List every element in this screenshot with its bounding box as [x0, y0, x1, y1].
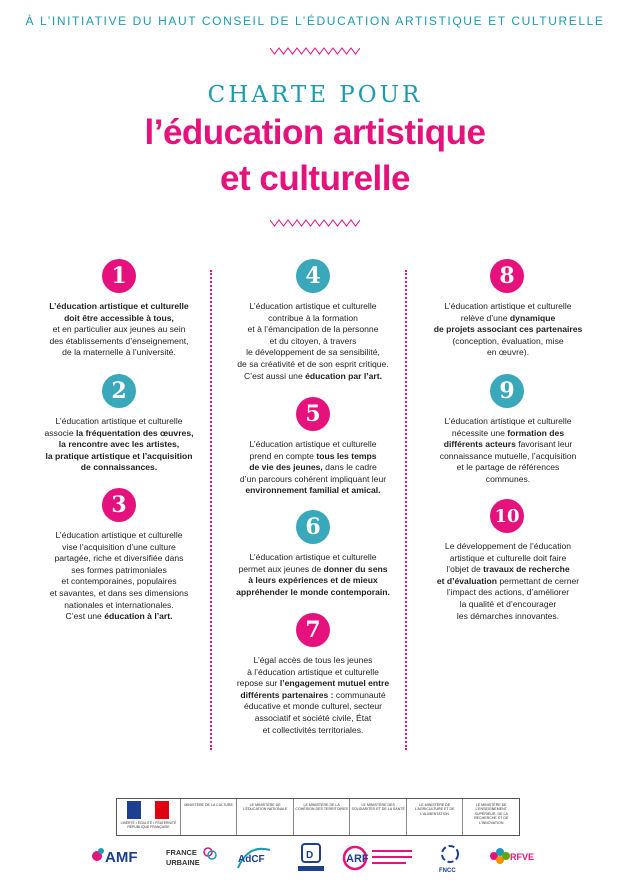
principle-badge-4: 4 — [296, 259, 330, 293]
principle-line: d’un parcours cohérent impliquant leur — [239, 473, 387, 484]
principle-text-6 — [213, 552, 413, 598]
principle-line: vise l’acquisition d’une culture — [62, 541, 176, 552]
principle-line: artistique et culturelle doit faire — [449, 552, 567, 563]
principle-line: et en particulier aux jeunes au sein — [52, 324, 186, 335]
principle-line: et collectivités territoriales. — [262, 724, 364, 735]
principle-line: repose sur l’engagement mutuel entre — [236, 678, 390, 689]
amf-icon — [90, 842, 144, 872]
ministry-enseignement-superieur — [462, 799, 519, 835]
principle-text-8 — [408, 301, 608, 359]
ministry-label: LE MINISTÈRE DE L’AGRICULTURE ET DE L’ALIMENTATION — [414, 803, 455, 816]
principle-line: à l’éducation artistique et culturelle — [247, 666, 379, 677]
principle-line: L’égal accès de tous les jeunes — [253, 655, 373, 665]
arf-icon — [342, 842, 416, 876]
svg-text:ARF: ARF — [346, 853, 369, 865]
republique-francaise-logo — [117, 799, 180, 835]
principle-badge-8: 8 — [490, 259, 524, 293]
svg-text:FNCC: FNCC — [439, 868, 456, 874]
principle-line: C’est aussi une éducation par l’art. — [243, 370, 383, 381]
principle-line: le développement de sa sensibilité, — [246, 347, 380, 358]
title-line-2: et culturelle — [220, 159, 410, 198]
principle-text-1 — [19, 301, 219, 359]
fncc-logo — [436, 842, 464, 882]
principle-line: l’impact des actions, d’améliorer — [446, 587, 570, 598]
title-line-1: l’éducation artistique — [144, 113, 486, 152]
svg-text:D: D — [306, 850, 314, 861]
principle-line: connaissance mutuelle, l’acquisition — [439, 450, 577, 461]
adcf-icon — [234, 842, 274, 874]
principle-line: la pratique artistique et l’acquisition — [45, 450, 193, 461]
principle-line: L’éducation artistique et culturelle — [55, 416, 183, 426]
france-urbaine-icon — [164, 842, 218, 876]
principle-line: de connaissances. — [80, 462, 158, 473]
france-urbaine-logo — [164, 842, 218, 882]
svg-text:FRANCE: FRANCE — [166, 848, 197, 857]
zigzag-divider-top — [270, 47, 360, 55]
marianne-flag-icon — [127, 801, 169, 819]
principle-badge-6: 6 — [296, 510, 330, 544]
principle-line: de vie des jeunes, dans le cadre — [249, 462, 377, 473]
principle-badge-5: 5 — [296, 397, 330, 431]
principle-line: et contemporaines, populaires — [61, 576, 177, 587]
fncc-icon — [436, 842, 464, 876]
principle-text-3 — [19, 530, 219, 623]
principle-line: de sa créativité et de son esprit critique. — [237, 358, 389, 369]
principle-badge-1: 1 — [102, 259, 136, 293]
principle-line: communes. — [485, 473, 531, 484]
principle-badge-10: 10 — [490, 499, 524, 533]
principle-line: ses formes patrimoniales — [71, 564, 167, 575]
principle-line: relève d’une dynamique — [460, 312, 556, 323]
ministry-label: MINISTÈRE DE LA CULTURE — [184, 803, 233, 807]
rfve-icon — [486, 842, 536, 876]
ministry-territoires — [293, 799, 350, 835]
ministry-label: LE MINISTÈRE DE L’ENSEIGNEMENT SUPÉRIEUR, DE LA RECHERCHE ET DE L’INNOVATION — [474, 803, 509, 825]
ministry-agriculture — [406, 799, 463, 835]
principle-line: L’éducation artistique et culturelle — [249, 301, 377, 311]
principle-line: contribue à la formation — [268, 312, 358, 323]
principle-text-4 — [213, 301, 413, 382]
svg-text:RFVE: RFVE — [510, 852, 535, 862]
principle-line: nécessite une formation des — [451, 427, 565, 438]
adcf-logo — [234, 842, 274, 882]
principle-line: L’éducation artistique et culturelle — [49, 301, 189, 311]
partner-logos — [90, 842, 550, 882]
principle-badge-2: 2 — [102, 374, 136, 408]
principle-line: L’éducation artistique et culturelle — [444, 416, 572, 426]
ministry-label: LE MINISTÈRE DE L’ÉDUCATION NATIONALE — [242, 803, 288, 812]
principle-line: la rencontre avec les artistes, — [58, 439, 180, 450]
ministry-label: LIBERTÉ • ÉGALITÉ • FRATERNITÉ RÉPUBLIQUE FRANÇAISE — [120, 821, 177, 830]
pre-title: CHARTE POUR — [207, 82, 423, 108]
ministry-label: LE MINISTÈRE DE LA COHÉSION DES TERRITOIRES — [295, 803, 348, 812]
principle-line: associatif et société civile, État — [254, 712, 372, 723]
principle-line: nationales et internationales. — [64, 599, 174, 610]
principle-line: L’éducation artistique et culturelle — [249, 439, 377, 449]
principle-line: (conception, évaluation, mise — [452, 335, 564, 346]
ministry-culture — [180, 799, 237, 835]
principle-text-7 — [213, 655, 413, 736]
principle-line: permet aux jeunes de donner du sens — [238, 563, 388, 574]
rfve-logo — [486, 842, 536, 882]
principle-line: et à l’émancipation de la personne — [247, 324, 379, 335]
principle-line: associe la fréquentation des œuvres, — [44, 427, 194, 438]
principle-line: l’objet de travaux de recherche — [446, 564, 570, 575]
principle-line: prend en compte tous les temps — [249, 450, 377, 461]
departements-icon — [294, 842, 328, 876]
ministry-label: LE MINISTÈRE DES SOLIDARITÉS ET DE LA SANTÉ — [351, 803, 405, 812]
principle-line: de la maternelle à l’université. — [62, 347, 176, 358]
principle-line: les démarches innovantes. — [456, 610, 560, 621]
principle-line: environnement familial et amical. — [245, 485, 381, 496]
principle-line: L’éducation artistique et culturelle — [249, 552, 377, 562]
principle-line: la qualité et d’encourager — [459, 598, 557, 609]
principle-line: différents acteurs favorisant leur — [443, 439, 573, 450]
principle-line: et savantes, et dans ses dimensions — [49, 587, 189, 598]
principle-line: partagée, riche et diversifiée dans — [54, 553, 184, 564]
principle-line: à leurs expériences et de mieux — [248, 575, 378, 586]
ministries-logo-box — [116, 798, 520, 836]
departements-de-france-logo — [294, 842, 328, 882]
top-banner: À L’INITIATIVE DU HAUT CONSEIL DE L’ÉDUCATION ARTISTIQUE ET CULTURELLE — [25, 14, 605, 28]
zigzag-divider-bottom — [270, 219, 360, 227]
principle-badge-9: 9 — [490, 374, 524, 408]
principle-line: L’éducation artistique et culturelle — [55, 530, 183, 540]
principle-line: éducative et monde culturel, secteur — [243, 701, 383, 712]
svg-text:URBAINE: URBAINE — [166, 858, 200, 867]
principle-line: des établissements d’enseignement, — [49, 335, 189, 346]
principle-line: de projets associant ces partenaires — [433, 324, 583, 335]
principle-line: doit être accessible à tous, — [64, 312, 174, 323]
ministry-education — [236, 799, 293, 835]
principle-line: et d’évaluation permettant de cerner — [436, 575, 580, 586]
principle-badge-3: 3 — [102, 488, 136, 522]
ministry-solidarites — [349, 799, 406, 835]
principle-line: C’est une éducation à l’art. — [65, 611, 173, 622]
principle-line: différents partenaires : communauté — [240, 689, 386, 700]
svg-text:AdCF: AdCF — [238, 854, 265, 865]
principle-text-2 — [19, 416, 219, 474]
principle-badge-7: 7 — [296, 613, 330, 647]
arf-logo — [342, 842, 416, 882]
principle-line: L’éducation artistique et culturelle — [444, 301, 572, 311]
principle-text-10 — [408, 541, 608, 622]
principle-line: Le développement de l’éducation — [444, 541, 572, 551]
principle-line: en œuvre). — [486, 347, 530, 358]
svg-text:AMF: AMF — [105, 849, 138, 866]
principle-line: et le partage de références — [456, 462, 560, 473]
principle-line: appréhender le monde contemporain. — [236, 586, 390, 597]
principle-line: et du citoyen, à travers — [269, 335, 357, 346]
principle-text-9 — [408, 416, 608, 486]
principle-text-5 — [213, 439, 413, 497]
amf-logo — [90, 842, 144, 882]
